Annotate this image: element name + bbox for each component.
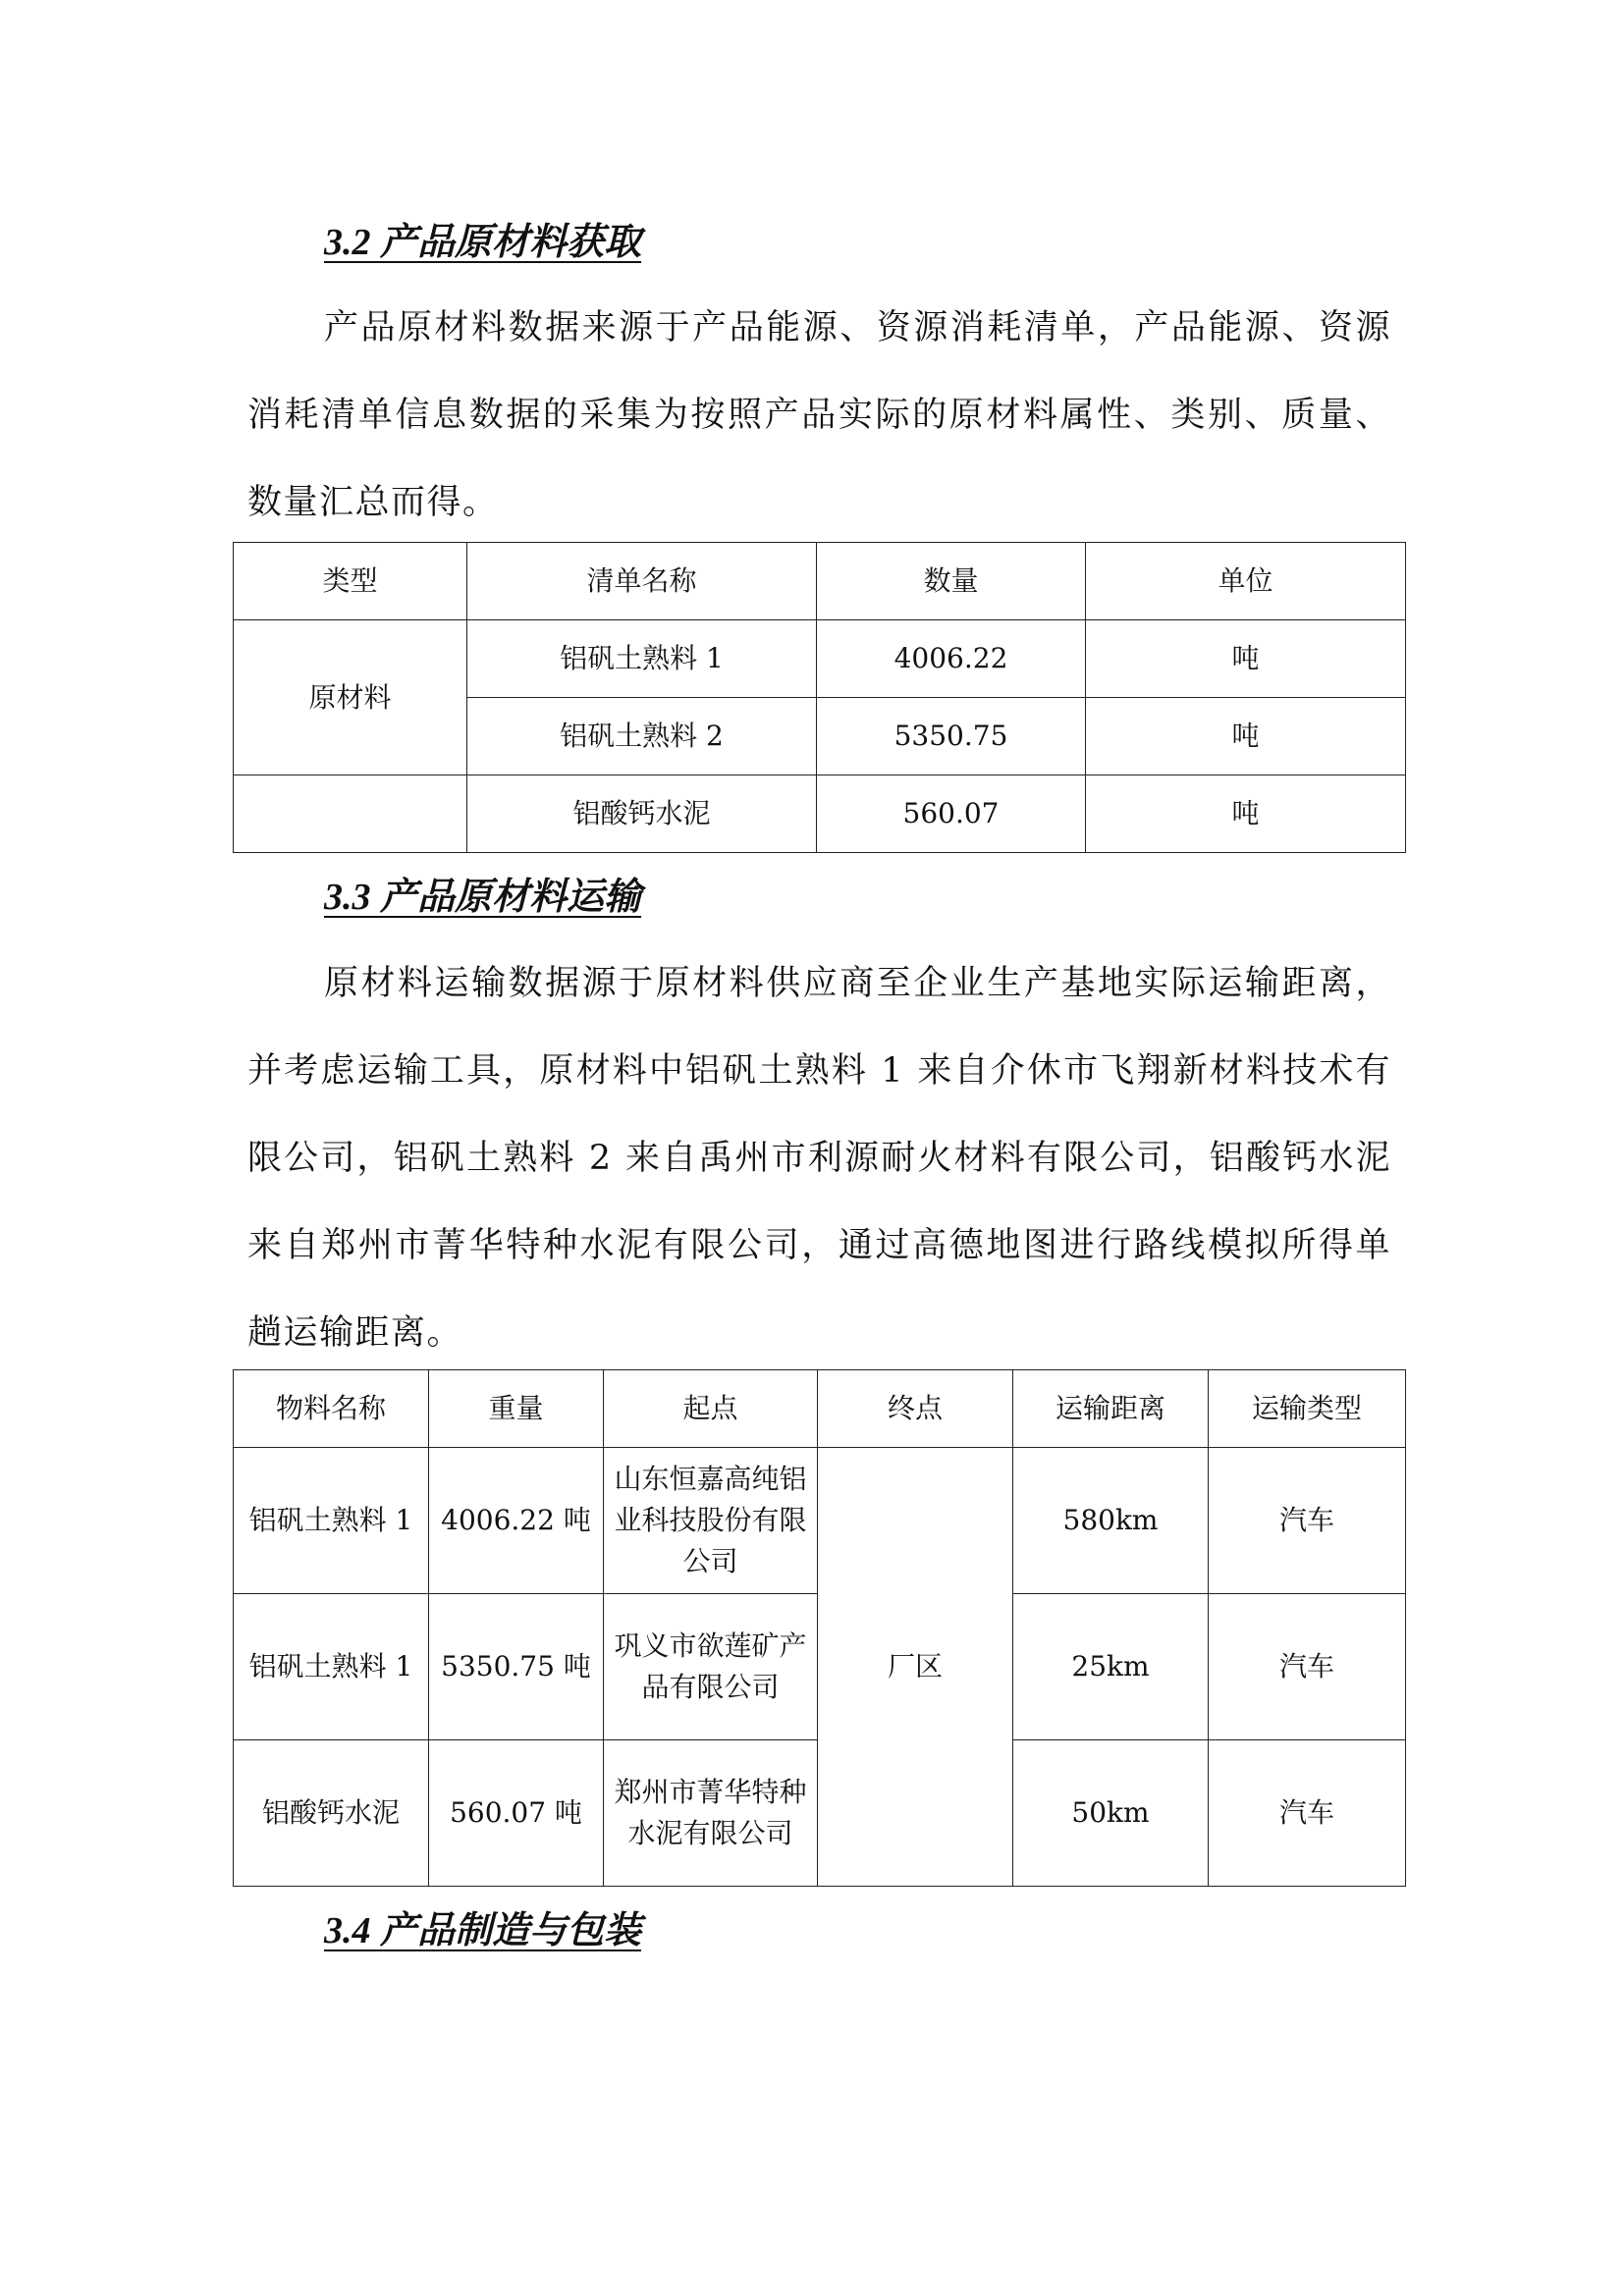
transport-material-cell: 铝矾土熟料 1 [234,1448,429,1594]
transport-origin-cell: 巩义市欲莲矿产品有限公司 [604,1594,818,1740]
material-unit-cell: 吨 [1086,775,1406,853]
table-header-cell: 运输距离 [1013,1370,1209,1448]
material-type-cell-empty [234,775,467,853]
material-quantity-cell: 4006.22 [817,620,1086,698]
material-quantity-cell: 560.07 [817,775,1086,853]
material-name-cell: 铝酸钙水泥 [467,775,817,853]
material-unit-cell: 吨 [1086,620,1406,698]
table-header-cell: 终点 [818,1370,1013,1448]
table-row [234,775,1406,853]
section-heading-3-2: 3.2 产品原材料获取 [324,222,642,263]
material-unit-cell: 吨 [1086,698,1406,775]
table-header-cell: 重量 [429,1370,604,1448]
table-header-cell: 单位 [1086,543,1406,620]
transport-weight-cell: 560.07 吨 [429,1740,604,1887]
material-type-cell: 原材料 [234,620,467,775]
transport-table [233,1369,1406,1887]
table-header-row [234,543,1406,620]
table-header-cell: 数量 [817,543,1086,620]
transport-distance-cell: 50km [1013,1740,1209,1887]
table-header-cell: 物料名称 [234,1370,429,1448]
transport-weight-cell: 4006.22 吨 [429,1448,604,1594]
table-header-cell: 起点 [604,1370,818,1448]
table-row [234,1448,1406,1594]
transport-mode-cell: 汽车 [1209,1740,1406,1887]
transport-distance-cell: 580km [1013,1448,1209,1594]
transport-distance-cell: 25km [1013,1594,1209,1740]
section-paragraph-3-3: 原材料运输数据源于原材料供应商至企业生产基地实际运输距离，并考虑运输工具，原材料中铝矾土熟料 1 来自介休市飞翔新材料技术有限公司，铝矾土熟料 2 来自禹州市利源耐火材料有限公司，铝酸钙水泥来自郑州市菁华特种水泥有限公司，通过高德地图进行路线模拟所得单趟运输距离。 [247,964,1391,1353]
transport-destination-cell: 厂区 [818,1448,1013,1887]
material-quantity-cell: 5350.75 [817,698,1086,775]
transport-material-cell: 铝矾土熟料 1 [234,1594,429,1740]
table-header-cell: 清单名称 [467,543,817,620]
transport-origin-cell: 郑州市菁华特种水泥有限公司 [604,1740,818,1887]
section-heading-3-3: 3.3 产品原材料运输 [324,877,642,918]
table-header-cell: 类型 [234,543,467,620]
transport-mode-cell: 汽车 [1209,1594,1406,1740]
transport-mode-cell: 汽车 [1209,1448,1406,1594]
table-header-row [234,1370,1406,1448]
transport-origin-cell: 山东恒嘉高纯铝业科技股份有限公司 [604,1448,818,1594]
material-name-cell: 铝矾土熟料 2 [467,698,817,775]
material-name-cell: 铝矾土熟料 1 [467,620,817,698]
section-heading-3-4: 3.4 产品制造与包装 [324,1910,642,1951]
table-header-cell: 运输类型 [1209,1370,1406,1448]
section-paragraph-3-2: 产品原材料数据来源于产品能源、资源消耗清单，产品能源、资源消耗清单信息数据的采集为按照产品实际的原材料属性、类别、质量、数量汇总而得。 [247,308,1391,522]
materials-table [233,542,1406,853]
transport-material-cell: 铝酸钙水泥 [234,1740,429,1887]
table-row [234,620,1406,698]
transport-weight-cell: 5350.75 吨 [429,1594,604,1740]
